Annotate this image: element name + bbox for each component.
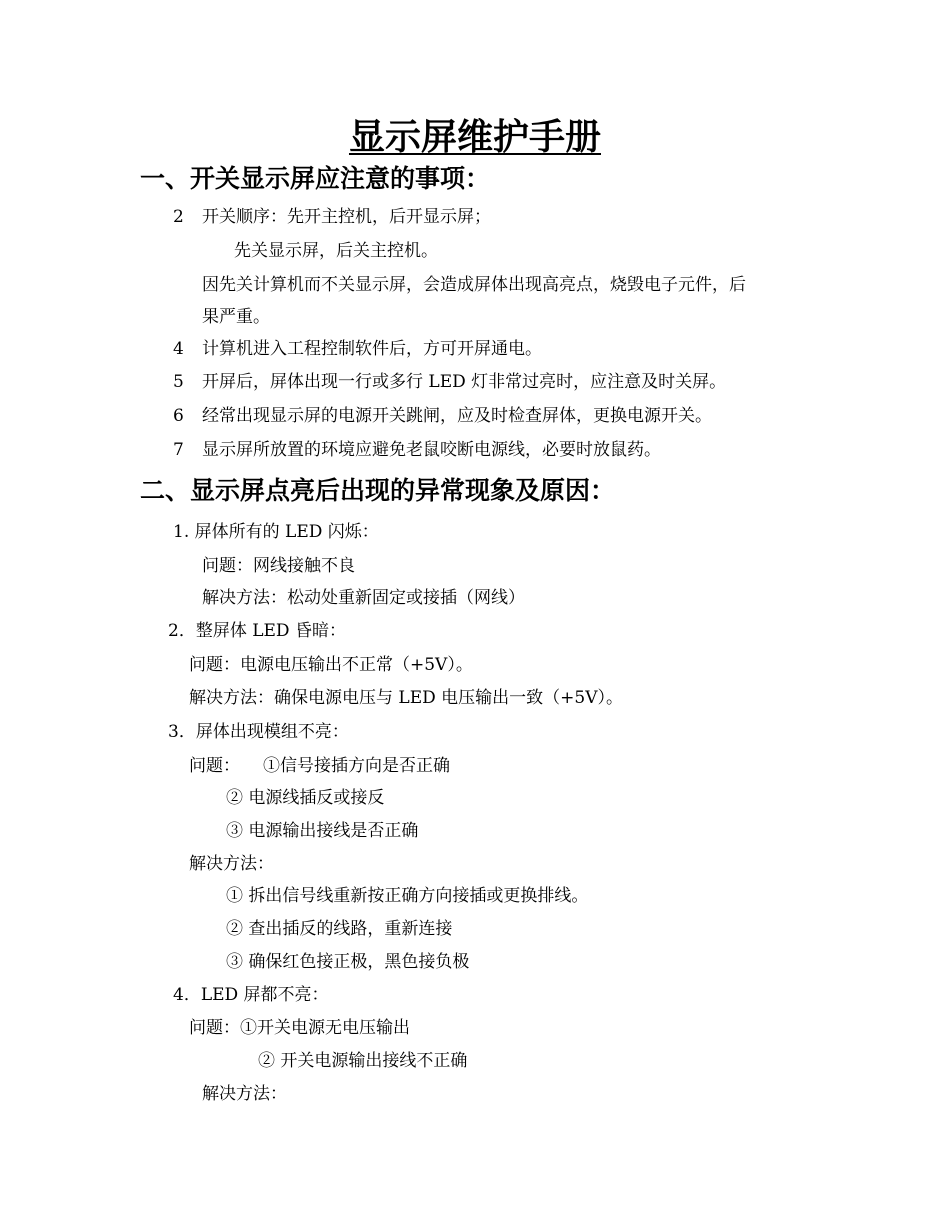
- item-number: 2: [173, 207, 184, 227]
- problem-text: 问题：网线接触不良: [202, 556, 355, 576]
- item-number: 5: [173, 372, 184, 392]
- problem-item: ③ 电源输出接线是否正确: [226, 821, 419, 841]
- problem-text: 问题：①开关电源无电压输出: [189, 1018, 410, 1038]
- document-title: 显示屏维护手册: [348, 117, 601, 158]
- problem-item: ①信号接插方向是否正确: [263, 756, 450, 776]
- solution-item: ② 查出插反的线路，重新连接: [226, 919, 453, 939]
- solution-text: 解决方法：确保电源电压与 LED 电压输出一致（+5V）。: [189, 688, 623, 708]
- problem-item: ② 电源线插反或接反: [226, 788, 385, 808]
- item-text: 计算机进入工程控制软件后，方可开屏通电。: [202, 339, 542, 359]
- item-number: 6: [173, 406, 184, 426]
- item-text: 先关显示屏，后关主控机。: [234, 241, 438, 261]
- subsection-title: 2．整屏体 LED 昏暗：: [168, 621, 346, 641]
- problem-label: 问题：: [189, 756, 240, 776]
- solution-item: ① 拆出信号线重新按正确方向接插或更换排线。: [226, 886, 589, 906]
- item-number: 4: [173, 339, 184, 359]
- solution-label: 解决方法：: [189, 854, 274, 874]
- item-text: 开屏后，屏体出现一行或多行 LED 灯非常过亮时，应注意及时关屏。: [202, 372, 727, 392]
- item-text: 果严重。: [202, 307, 270, 327]
- item-text: 经常出现显示屏的电源开关跳闸，应及时检查屏体，更换电源开关。: [202, 406, 712, 426]
- item-text: 显示屏所放置的环境应避免老鼠咬断电源线，必要时放鼠药。: [202, 440, 661, 460]
- item-number: 7: [173, 440, 184, 460]
- section-heading-1: 一、开关显示屏应注意的事项：: [140, 164, 491, 193]
- problem-item: ② 开关电源输出接线不正确: [258, 1051, 468, 1071]
- problem-text: 问题：电源电压输出不正常（+5V）。: [189, 655, 473, 675]
- subsection-title: 3．屏体出现模组不亮：: [168, 722, 349, 742]
- solution-item: ③ 确保红色接正极，黑色接负极: [226, 952, 470, 972]
- section-heading-2: 二、显示屏点亮后出现的异常现象及原因：: [140, 476, 616, 505]
- solution-label: 解决方法：: [202, 1084, 287, 1104]
- subsection-title: 1. 屏体所有的 LED 闪烁：: [173, 522, 379, 542]
- item-text: 开关顺序：先开主控机，后开显示屏；: [202, 207, 491, 227]
- subsection-title: 4．LED 屏都不亮：: [173, 985, 329, 1005]
- solution-text: 解决方法：松动处重新固定或接插（网线）: [202, 588, 525, 608]
- item-text: 因先关计算机而不关显示屏，会造成屏体出现高亮点，烧毁电子元件，后: [202, 275, 746, 295]
